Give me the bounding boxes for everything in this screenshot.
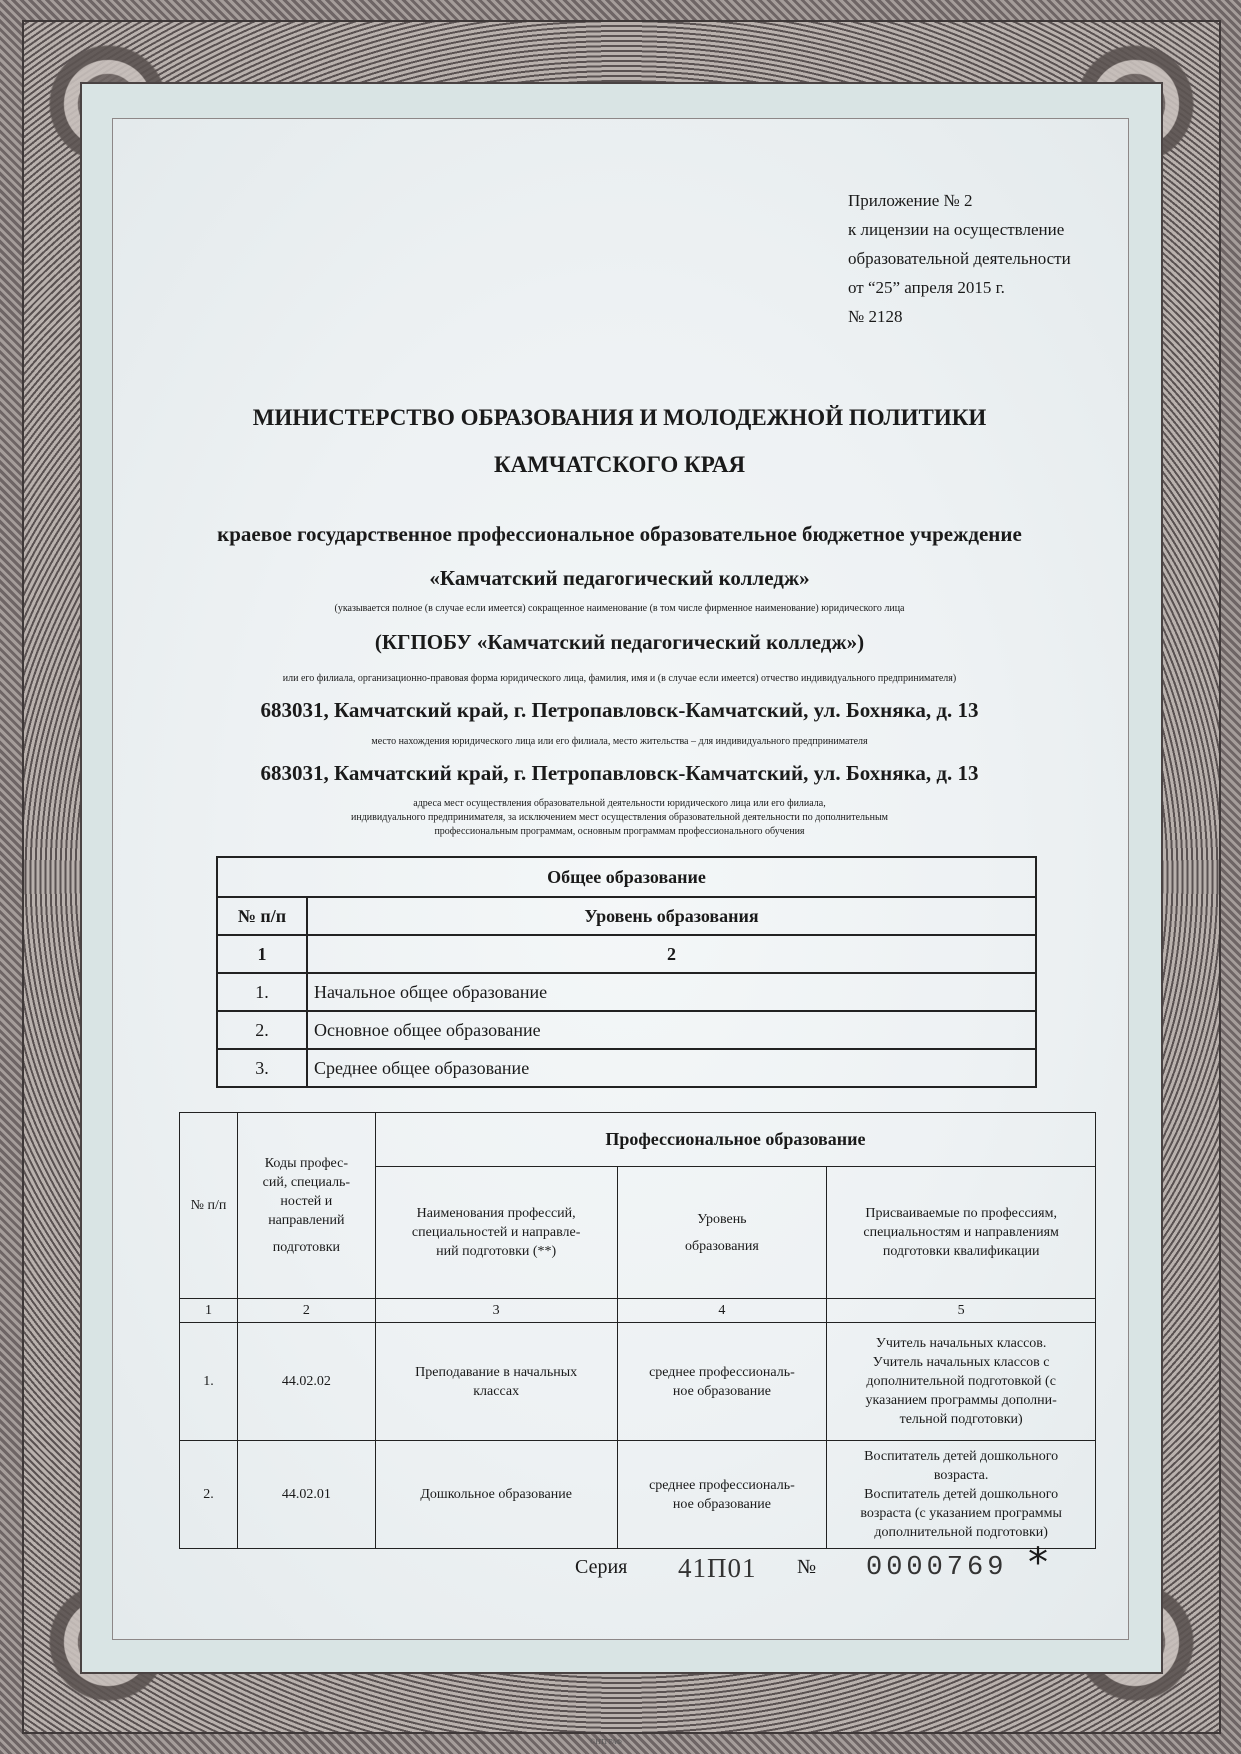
org-activity-address: 683031, Камчатский край, г. Петропавловск-Камчатский, ул. Бохняка, д. 13 (260, 761, 979, 785)
org-note: или его филиала, организационно-правовая форма юридического лица, фамилия, имя и (в случае если имеется) отчество индивидуального предпринимателя) (282, 673, 957, 684)
table-caption: Профессиональное образование (375, 1113, 1095, 1167)
org-note: место нахождения юридического лица или его филиала, место жительства – для индивидуального предпринимателя (371, 736, 868, 747)
appendix-line: № 2128 (848, 307, 903, 326)
professional-education-table (179, 1112, 1096, 1549)
table-row (180, 1323, 1096, 1441)
org-legal-address: 683031, Камчатский край, г. Петропавловск-Камчатский, ул. Бохняка, д. 13 (260, 698, 979, 722)
table-row (217, 1049, 1036, 1087)
column-index: 1 (217, 935, 307, 973)
table-row (217, 1011, 1036, 1049)
specialty-name: Преподавание в начальных классах (375, 1323, 617, 1441)
org-full-name-line1: краевое государственное профессиональное образовательное бюджетное учреждение (217, 522, 1022, 546)
column-header: Коды профес- сий, специаль- ностей и направлений подготовки (237, 1113, 375, 1299)
qualification: Учитель начальных классов. Учитель начальных классов с дополнительной подготовкой (с указанием программы дополни- тельной подготовки) (827, 1323, 1096, 1441)
appendix-line: образовательной деятельности (848, 249, 1071, 268)
asterisk-mark: * (1028, 1540, 1048, 1586)
series-value: 41П01 (678, 1553, 757, 1583)
qualification: Воспитатель детей дошкольного возраста. Воспитатель детей дошкольного возраста (с указанием программы дополнительной подготовки) (827, 1441, 1096, 1549)
education-level: среднее профессиональ- ное образование (617, 1441, 827, 1549)
column-index: 2 (237, 1299, 375, 1323)
table-caption: Общее образование (217, 857, 1036, 897)
specialty-code: 44.02.02 (237, 1323, 375, 1441)
general-education-table (216, 856, 1037, 1088)
column-header: № п/п (180, 1113, 238, 1299)
org-note: адреса мест осуществления образовательной деятельности юридического лица или его филиала, индивидуального предпринимателя, за исключением мест осуществления образовательной деятельности по дополнительным профессиональным программам, основным программам профессионального обучения (350, 798, 888, 837)
education-level: среднее профессиональ- ное образование (617, 1323, 827, 1441)
appendix-line: к лицензии на осуществление (848, 220, 1065, 239)
column-header: Уровень образования (617, 1167, 827, 1299)
ministry-title-line1: МИНИСТЕРСТВО ОБРАЗОВАНИЯ И МОЛОДЕЖНОЙ ПОЛИТИКИ (252, 405, 987, 430)
printer-mark: ©НТГРАФ (590, 1738, 622, 1746)
table-row (180, 1441, 1096, 1549)
org-short-name: (КГПОБУ «Камчатский педагогический колледж») (374, 630, 865, 654)
column-index: 4 (617, 1299, 827, 1323)
education-level: Среднее общее образование (307, 1049, 1036, 1087)
org-full-name-line2: «Камчатский педагогический колледж» (429, 566, 810, 590)
row-number: 2. (217, 1011, 307, 1049)
specialty-name: Дошкольное образование (375, 1441, 617, 1549)
column-header: Уровень образования (307, 897, 1036, 935)
education-level: Основное общее образование (307, 1011, 1036, 1049)
row-number: 2. (180, 1441, 238, 1549)
column-index: 3 (375, 1299, 617, 1323)
column-header: Присваиваемые по профессиям, специальностям и направлениям подготовки квалификации (827, 1167, 1096, 1299)
row-number: 3. (217, 1049, 307, 1087)
column-header: № п/п (217, 897, 307, 935)
appendix-block (848, 186, 1108, 331)
column-header: Наименования профессий, специальностей и направле- ний подготовки (**) (375, 1167, 617, 1299)
appendix-line: от “25” апреля 2015 г. (848, 278, 1005, 297)
appendix-line: Приложение № 2 (848, 191, 973, 210)
org-note: (указывается полное (в случае если имеется) сокращенное наименование (в том числе фирменное наименование) юридического лица (334, 603, 905, 614)
row-number: 1. (180, 1323, 238, 1441)
ministry-title-line2: КАМЧАТСКОГО КРАЯ (493, 452, 746, 477)
column-index: 2 (307, 935, 1036, 973)
number-label: № (797, 1556, 817, 1578)
specialty-code: 44.02.01 (237, 1441, 375, 1549)
form-number: 0000769 (866, 1553, 1008, 1583)
column-index: 1 (180, 1299, 238, 1323)
education-level: Начальное общее образование (307, 973, 1036, 1011)
table-row (217, 973, 1036, 1011)
series-label: Серия (575, 1556, 628, 1578)
column-index: 5 (827, 1299, 1096, 1323)
row-number: 1. (217, 973, 307, 1011)
